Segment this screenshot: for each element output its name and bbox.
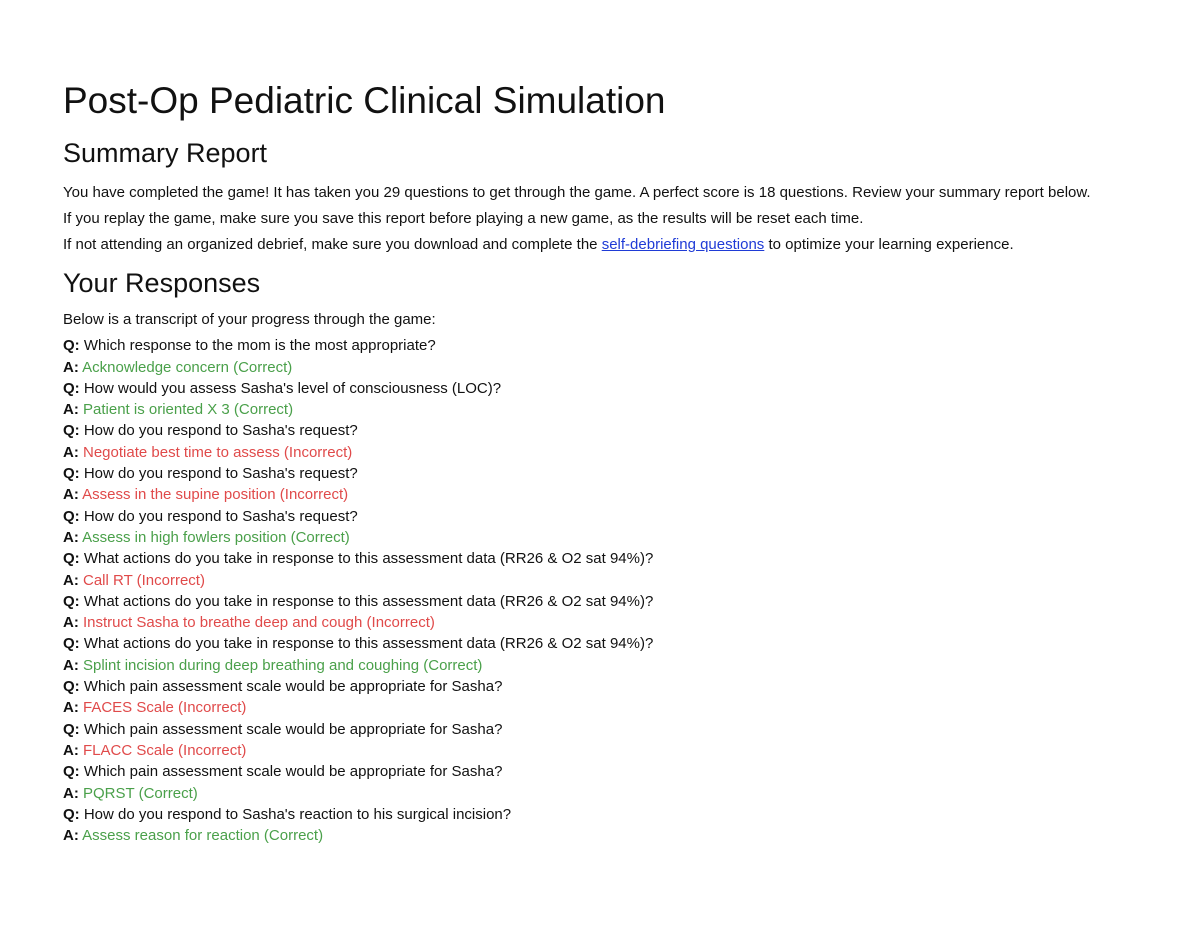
answer-line bbox=[63, 399, 1137, 420]
answer-label: A: bbox=[63, 827, 79, 845]
question-text: What actions do you take in response to this assessment data (RR26 & O2 sat 94%)? bbox=[83, 550, 654, 568]
question-text: Which response to the mom is the most appropriate? bbox=[83, 337, 436, 355]
answer-label: A: bbox=[63, 614, 79, 632]
question-label: Q: bbox=[63, 678, 80, 696]
question-line bbox=[63, 804, 1137, 825]
responses-heading: Your Responses bbox=[63, 268, 261, 298]
answer-line bbox=[63, 697, 1137, 718]
question-text: Which pain assessment scale would be appropriate for Sasha? bbox=[83, 678, 503, 696]
qa-list bbox=[63, 335, 1137, 846]
question-label: Q: bbox=[63, 422, 80, 440]
answer-line bbox=[63, 825, 1137, 846]
answer-text-incorrect: Assess in the supine position (Incorrect) bbox=[82, 486, 349, 504]
question-text: How do you respond to Sasha's reaction to his surgical incision? bbox=[83, 805, 512, 823]
question-line bbox=[63, 548, 1137, 569]
question-text: How do you respond to Sasha's request? bbox=[83, 422, 358, 440]
question-line bbox=[63, 761, 1137, 782]
question-text: What actions do you take in response to this assessment data (RR26 & O2 sat 94%)? bbox=[83, 592, 654, 610]
summary-paragraph-1: You have completed the game! It has taken you 29 questions to get through the game. A perfect score is 18 questions. Review your summary report below. bbox=[63, 184, 1091, 201]
question-line bbox=[63, 591, 1137, 612]
answer-label: A: bbox=[63, 528, 79, 546]
summary-paragraph-3-before: If not attending an organized debrief, make sure you download and complete the bbox=[63, 236, 602, 253]
answer-text-incorrect: Instruct Sasha to breathe deep and cough (Incorrect) bbox=[83, 614, 435, 632]
answer-label: A: bbox=[63, 699, 79, 717]
answer-label: A: bbox=[63, 486, 79, 504]
summary-paragraph-3-after: to optimize your learning experience. bbox=[764, 236, 1014, 253]
answer-text-correct: Assess reason for reaction (Correct) bbox=[82, 827, 324, 845]
question-line bbox=[63, 378, 1137, 399]
question-label: Q: bbox=[63, 635, 80, 653]
summary-paragraph-2: If you replay the game, make sure you save this report before playing a new game, as the results will be reset each time. bbox=[63, 210, 864, 227]
question-line bbox=[63, 633, 1137, 654]
question-line bbox=[63, 676, 1137, 697]
answer-label: A: bbox=[63, 656, 79, 674]
question-label: Q: bbox=[63, 805, 80, 823]
transcript bbox=[63, 309, 1137, 846]
answer-line bbox=[63, 612, 1137, 633]
answer-label: A: bbox=[63, 443, 79, 461]
question-label: Q: bbox=[63, 379, 80, 397]
answer-line bbox=[63, 484, 1137, 505]
answer-label: A: bbox=[63, 401, 79, 419]
answer-label: A: bbox=[63, 571, 79, 589]
answer-line bbox=[63, 527, 1137, 548]
question-label: Q: bbox=[63, 763, 80, 781]
summary-heading: Summary Report bbox=[63, 138, 268, 168]
question-label: Q: bbox=[63, 592, 80, 610]
question-label: Q: bbox=[63, 550, 80, 568]
answer-line bbox=[63, 740, 1137, 761]
answer-line bbox=[63, 570, 1137, 591]
question-text: How do you respond to Sasha's request? bbox=[83, 507, 358, 525]
transcript-lead: Below is a transcript of your progress through the game: bbox=[63, 311, 436, 328]
question-line bbox=[63, 420, 1137, 441]
answer-line bbox=[63, 442, 1137, 463]
answer-line bbox=[63, 357, 1137, 378]
summary-paragraph-3 bbox=[63, 234, 1137, 255]
question-text: Which pain assessment scale would be appropriate for Sasha? bbox=[83, 763, 503, 781]
answer-label: A: bbox=[63, 741, 79, 759]
summary-intro bbox=[63, 182, 1137, 255]
answer-text-correct: Assess in high fowlers position (Correct) bbox=[82, 528, 350, 546]
question-line bbox=[63, 506, 1137, 527]
answer-label: A: bbox=[63, 358, 79, 376]
answer-line bbox=[63, 783, 1137, 804]
question-label: Q: bbox=[63, 465, 80, 483]
question-label: Q: bbox=[63, 337, 80, 355]
question-text: What actions do you take in response to this assessment data (RR26 & O2 sat 94%)? bbox=[83, 635, 654, 653]
answer-label: A: bbox=[63, 784, 79, 802]
answer-text-incorrect: FACES Scale (Incorrect) bbox=[83, 699, 247, 717]
question-text: How do you respond to Sasha's request? bbox=[83, 465, 358, 483]
answer-text-correct: PQRST (Correct) bbox=[83, 784, 198, 802]
answer-text-correct: Acknowledge concern (Correct) bbox=[82, 358, 293, 376]
answer-text-incorrect: Call RT (Incorrect) bbox=[83, 571, 205, 589]
question-label: Q: bbox=[63, 720, 80, 738]
answer-text-correct: Splint incision during deep breathing and coughing (Correct) bbox=[83, 656, 483, 674]
page-title: Post-Op Pediatric Clinical Simulation bbox=[63, 80, 666, 121]
answer-text-incorrect: Negotiate best time to assess (Incorrect) bbox=[83, 443, 353, 461]
question-line bbox=[63, 463, 1137, 484]
question-text: How would you assess Sasha's level of consciousness (LOC)? bbox=[83, 379, 502, 397]
question-line bbox=[63, 335, 1137, 356]
question-label: Q: bbox=[63, 507, 80, 525]
question-line bbox=[63, 719, 1137, 740]
question-text: Which pain assessment scale would be appropriate for Sasha? bbox=[83, 720, 503, 738]
answer-text-incorrect: FLACC Scale (Incorrect) bbox=[83, 741, 247, 759]
self-debriefing-link[interactable]: self-debriefing questions bbox=[601, 236, 765, 253]
answer-text-correct: Patient is oriented X 3 (Correct) bbox=[83, 401, 294, 419]
answer-line bbox=[63, 655, 1137, 676]
